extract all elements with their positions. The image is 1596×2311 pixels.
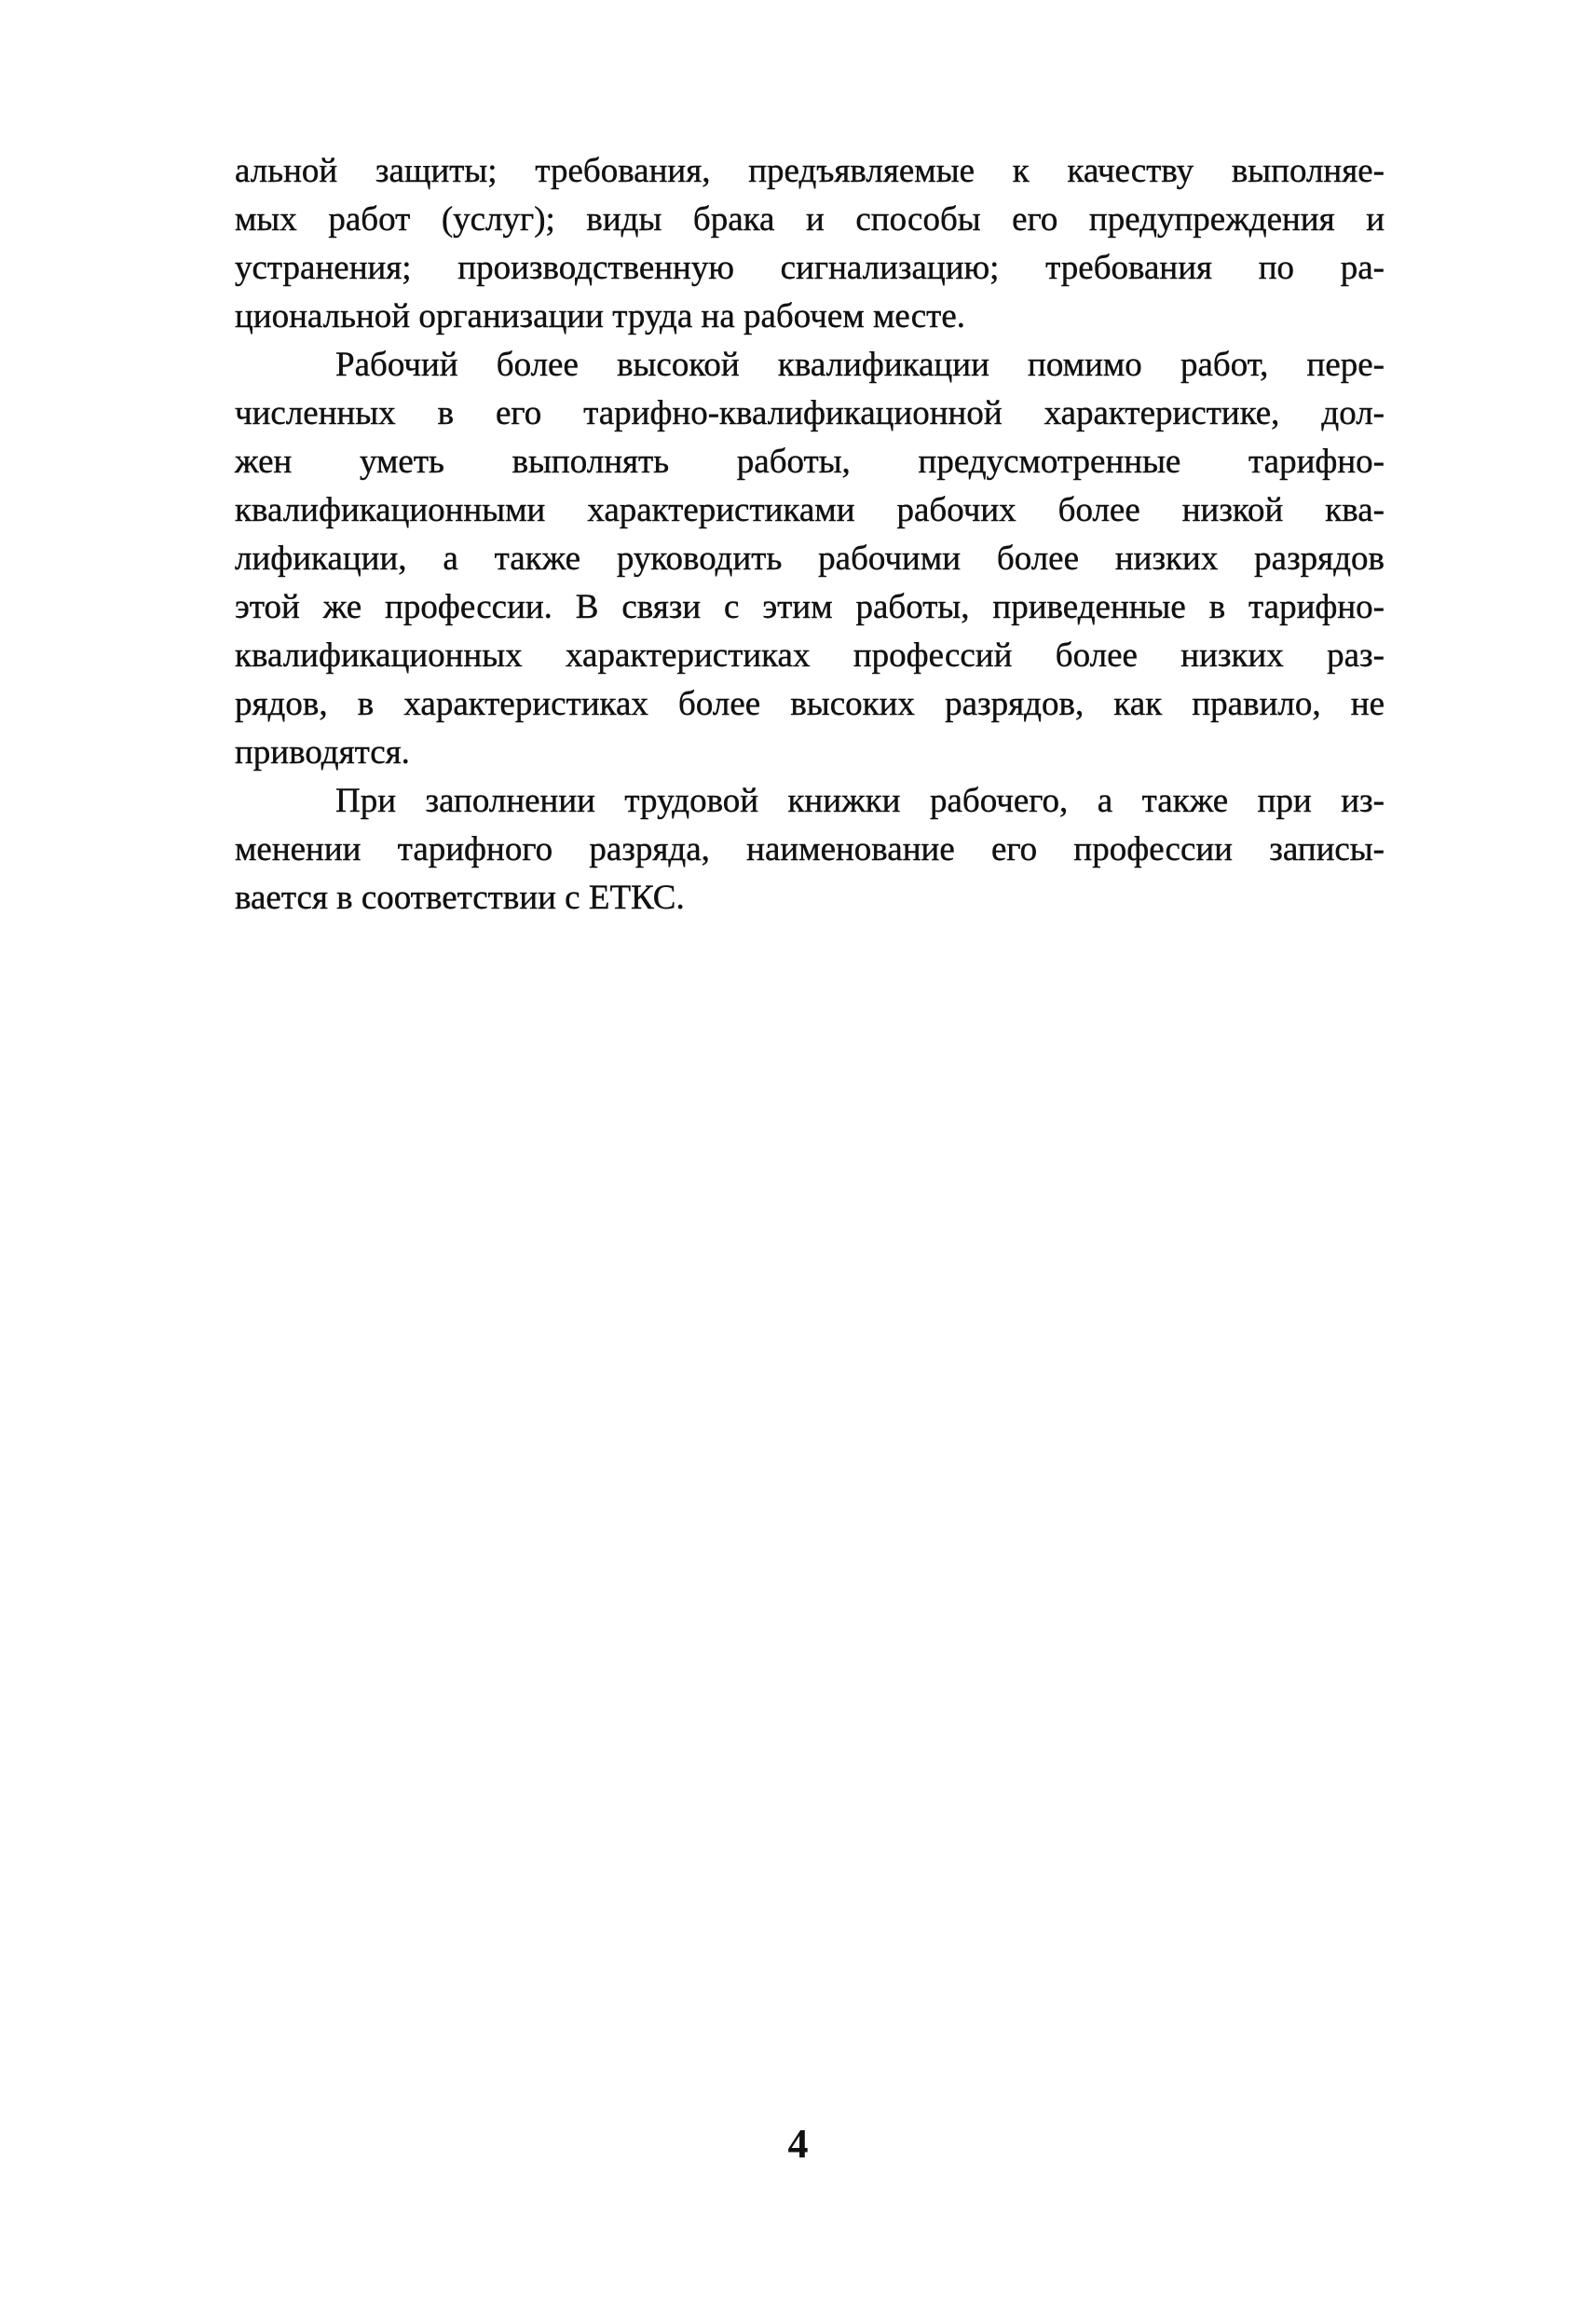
paragraph-2-line-6: этой же профессии. В связи с этим работы, приведенные в тарифно-	[235, 588, 1385, 626]
paragraph-1-line-4: циональной организации труда на рабочем месте.	[235, 297, 966, 335]
paragraph-2-line-3: жен уметь выполнять работы, предусмотренные тарифно-	[235, 443, 1385, 481]
page-number: 4	[787, 2121, 809, 2167]
paragraph-2-line-7: квалификационных характеристиках профессий более низких раз-	[235, 636, 1385, 675]
paragraph-1-line-2: мых работ (услуг); виды брака и способы его предупреждения и	[235, 200, 1385, 239]
paragraph-2-line-2: численных в его тарифно-квалификационной характеристике, дол-	[235, 394, 1385, 432]
paragraph-2-line-9: приводятся.	[235, 733, 410, 772]
paragraph-2-line-5: лификации, а также руководить рабочими более низких разрядов	[235, 540, 1385, 578]
paragraph-3-line-3: вается в соответствии с ЕТКС.	[235, 879, 685, 917]
paragraph-2-line-4: квалификационными характеристиками рабочих более низкой ква-	[235, 491, 1385, 529]
paragraph-2-line-1: Рабочий более высокой квалификации помимо работ, пере-	[335, 346, 1385, 384]
paragraph-1-line-1: альной защиты; требования, предъявляемые к качеству выполняе-	[235, 152, 1385, 190]
paragraph-3-line-2: менении тарифного разряда, наименование его профессии записы-	[235, 830, 1385, 868]
paragraph-2-line-8: рядов, в характеристиках более высоких разрядов, как правило, не	[235, 685, 1385, 723]
paragraph-3-line-1: При заполнении трудовой книжки рабочего, а также при из-	[335, 782, 1385, 820]
paragraph-1-line-3: устранения; производственную сигнализацию; требования по ра-	[235, 249, 1385, 287]
